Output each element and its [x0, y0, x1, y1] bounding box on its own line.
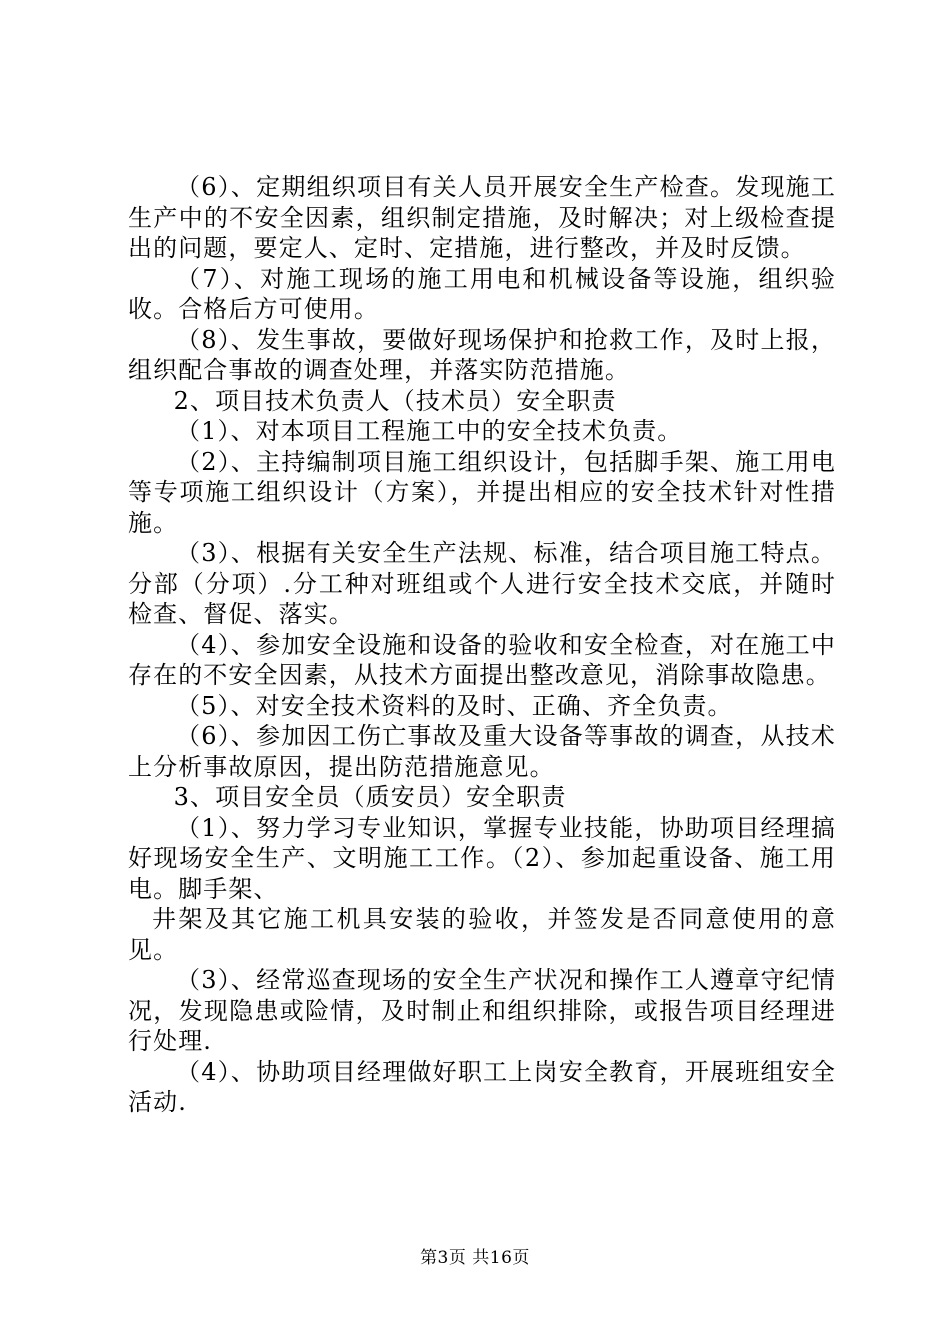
document-body: [128, 172, 836, 1118]
paragraph-item-4-safety: （4）、协助项目经理做好职工上岗安全教育，开展班组安全活动.: [128, 1057, 836, 1116]
page-number-label: 第3页 共16页: [420, 1248, 530, 1268]
paragraph-item-5-technical: （5）、对安全技术资料的及时、正确、齐全负责。: [176, 691, 733, 720]
paragraph-item-8-manager: （8）、发生事故，要做好现场保护和抢救工作，及时上报，组织配合事故的调查处理，并落实防范措施。: [128, 325, 836, 384]
section-heading-technical-lead: 2、项目技术负责人（技术员）安全职责: [173, 386, 617, 415]
section-heading-safety-officer: 3、项目安全员（质安员）安全职责: [173, 783, 567, 811]
paragraph-item-6-manager: （6）、定期组织项目有关人员开展安全生产检查。发现施工生产中的不安全因素，组织制定措施，及时解决；对上级检查提出的问题，要定人、定时、定措施，进行整改，并及时反馈。: [128, 173, 836, 262]
paragraph-item-4-technical: （4）、参加安全设施和设备的验收和安全检查，对在施工中存在的不安全因素，从技术方面提出整改意见，消除事故隐患。: [128, 630, 836, 689]
paragraph-item-1-technical: （1）、对本项目工程施工中的安全技术负责。: [176, 417, 683, 445]
paragraph-item-7-manager: （7）、对施工现场的施工用电和机械设备等设施，组织验收。合格后方可使用。: [128, 264, 836, 323]
paragraph-item-1-2-safety: （1）、努力学习专业知识，掌握专业技能，协助项目经理搞好现场安全生产、文明施工工作。（2）、参加起重设备、施工用电。脚手架、: [128, 813, 836, 903]
paragraph-item-3-safety: （3）、经常巡查现场的安全生产状况和操作工人遵章守纪情况，发现隐患或险情，及时制止和组织排除，或报告项目经理进行处理.: [128, 966, 836, 1055]
page-footer: [0, 1243, 950, 1268]
paragraph-item-2-technical: （2）、主持编制项目施工组织设计，包括脚手架、施工用电等专项施工组织设计（方案），并提出相应的安全技术针对性措施。: [128, 447, 836, 537]
paragraph-continuation-safety: 井架及其它施工机具安装的验收，并签发是否同意使用的意见。: [128, 905, 836, 964]
paragraph-item-3-technical: （3）、根据有关安全生产法规、标准，结合项目施工特点。分部（分项）.分工种对班组或个人进行安全技术交底，并随时检查、督促、落实。: [128, 539, 836, 628]
paragraph-item-6-technical: （6）、参加因工伤亡事故及重大设备等事故的调查，从技术上分析事故原因，提出防范措施意见。: [128, 722, 836, 781]
